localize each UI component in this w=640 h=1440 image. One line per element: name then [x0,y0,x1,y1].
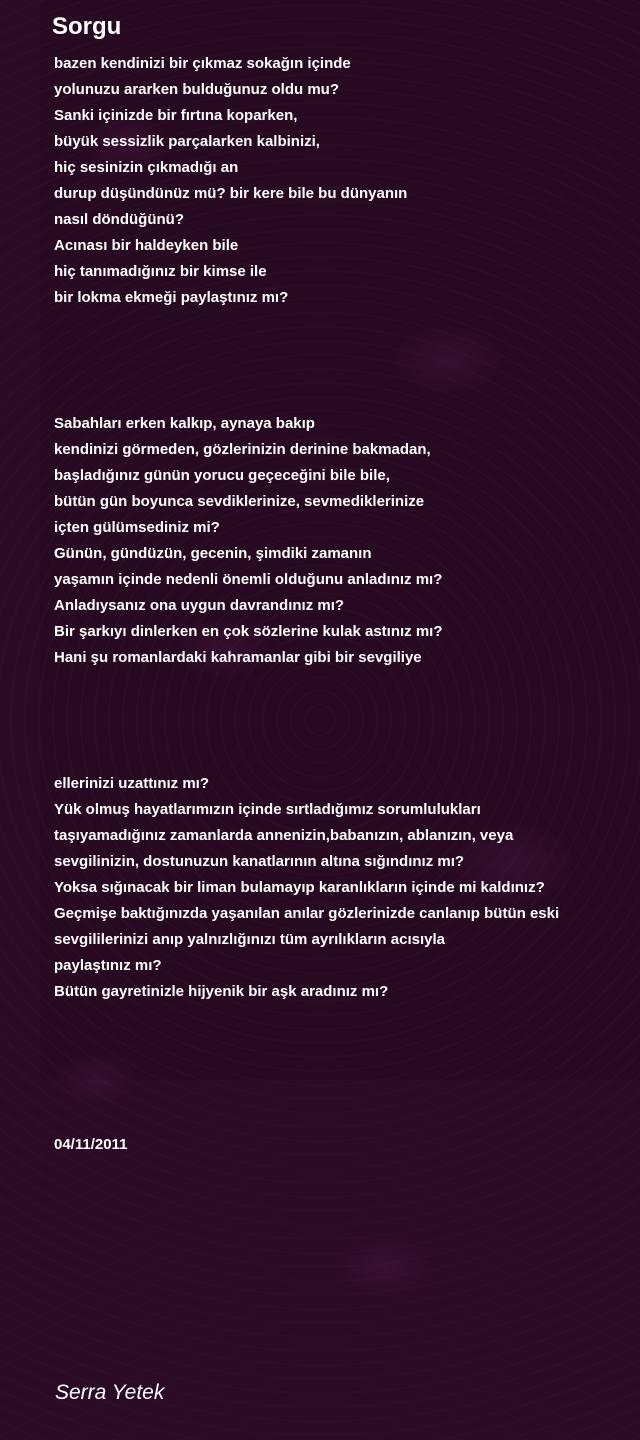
poem-line: Sabahları erken kalkıp, aynaya bakıp [54,415,315,432]
poem-line: bütün gün boyunca sevdiklerinize, sevmediklerinize [54,493,425,510]
poem-line: Sanki içinizde bir fırtına koparken, [54,107,298,124]
poem-line: Bir şarkıyı dinlerken en çok sözlerine kulak astınız mı? [54,623,443,640]
poem-line: başladığınız günün yorucu geçeceğini bile bile, [54,467,390,484]
poem-line: yaşamın içinde nedenli önemli olduğunu anladınız mı? [54,571,443,588]
poem-line: Anladıysanız ona uygun davrandınız mı? [54,597,345,614]
poem-line: Geçmişe baktığınızda yaşanılan anılar gözlerinizde canlanıp bütün eski [54,905,560,922]
poem-line: sevgililerinizi anıp yalnızlığınızı tüm ayrılıkların acısıyla [54,931,445,948]
poem-stanza-2 [54,411,634,671]
poem-line: bir lokma ekmeği paylaştınız mı? [54,289,289,306]
poem-line: kendinizi görmeden, gözlerinizin derinine bakmadan, [54,441,431,458]
poem-line: Yoksa sığınacak bir liman bulamayıp karanlıkların içinde mi kaldınız? [54,879,545,896]
poem-stanza-1 [54,51,634,311]
poem-line: Bütün gayretinizle hijyenik bir aşk aradınız mı? [54,983,389,1000]
poem-line: hiç tanımadığınız bir kimse ile [54,263,267,280]
poem-date: 04/11/2011 [54,1136,128,1153]
poem-author: Serra Yetek [55,1381,165,1404]
poem-line: Hani şu romanlardaki kahramanlar gibi bir sevgiliye [54,649,422,666]
poem-line: yolunuzu ararken bulduğunuz oldu mu? [54,81,339,98]
poem-line: büyük sessizlik parçalarken kalbinizi, [54,133,320,150]
poem-line: taşıyamadığınız zamanlarda annenizin,babanızın, ablanızın, veya [54,827,514,844]
poem-line: sevgilinizin, dostunuzun kanatlarının altına sığındınız mı? [54,853,465,870]
poem-stanza-3 [54,771,634,1005]
poem-title: Sorgu [52,13,122,40]
poem-line: hiç sesinizin çıkmadığı an [54,159,239,176]
poem-line: nasıl döndüğünü? [54,211,184,228]
poem-line: Günün, gündüzün, gecenin, şimdiki zamanın [54,545,372,562]
poem-line: bazen kendinizi bir çıkmaz sokağın içinde [54,55,351,72]
poem-line: paylaştınız mı? [54,957,162,974]
poem-line: Acınası bir haldeyken bile [54,237,239,254]
poem-line: içten gülümsediniz mi? [54,519,220,536]
poem-line: Yük olmuş hayatlarımızın içinde sırtladığımız sorumlulukları [54,801,481,818]
poem-line: durup düşündünüz mü? bir kere bile bu dünyanın [54,185,408,202]
poem-line: ellerinizi uzattınız mı? [54,775,210,792]
